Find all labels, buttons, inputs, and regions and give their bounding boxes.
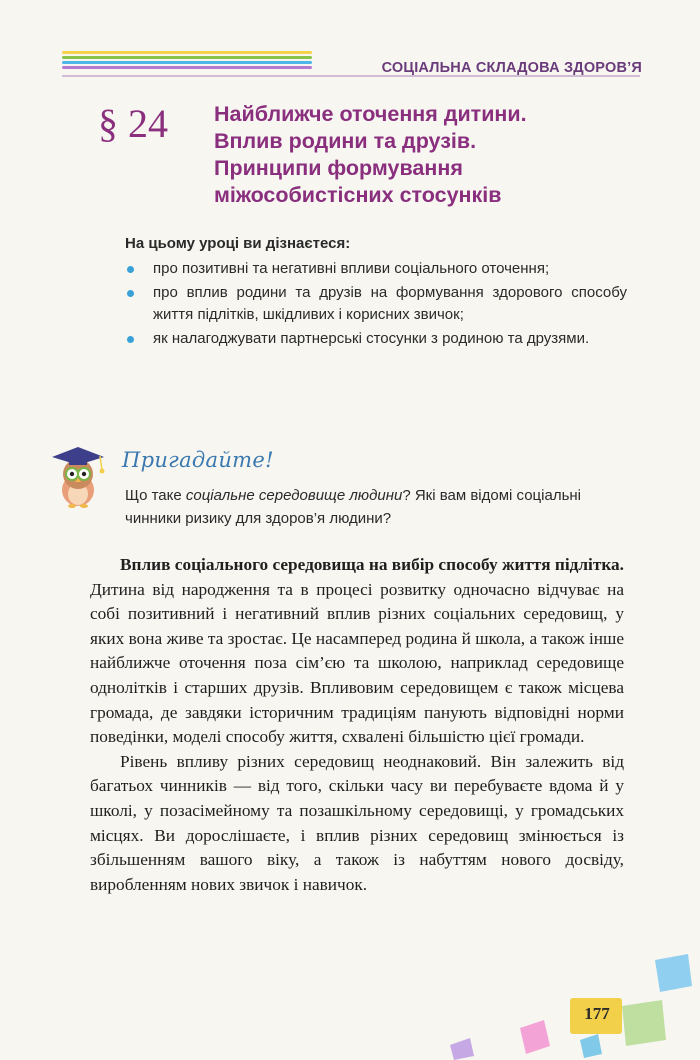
learn-list (125, 258, 627, 352)
list-item (125, 282, 627, 326)
paragraph-1-text: Дитина від народження та в процесі розвитку одночасно відчуває на собі позитивний і негативний вплив різних соціальних середовищ, у яких вона живе та зростає. Це насамперед родина й школа, а також інше найближче оточення поза сім’єю та школою, наприклад середовище однолітків і старших друзів. Впливовим середовищем є також місцева громада, де завдяки історичним традиціям панують відповідні норми поведінки, моделі способу життя, схвалені більшістю цієї громади. (90, 579, 624, 747)
stripe-blue (62, 61, 312, 64)
page-number: 177 (584, 1004, 610, 1023)
paragraph-2: Рівень впливу різних середовищ неоднаковий. Він залежить від багатьох чинників — від того, скільки часу ви перебуваєте вдома й у школі, у позасімейному та позашкільному середовищі, у громадських місцях. Ви дорослішаєте, і вплив різних середовищ змінюється із збільшенням вашого віку, а також із набуттям нового досвіду, виробленням нових звичок і навичок. (90, 751, 624, 894)
list-item (125, 258, 627, 280)
stripe-yellow (62, 51, 312, 54)
list-item-text: про позитивні та негативні впливи соціального оточення; (153, 260, 550, 277)
list-item-text: як налагоджувати партнерські стосунки з родиною та друзями. (153, 330, 590, 347)
remember-question: Що таке соціальне середовище людини? Які вам відомі соціальні чинники ризику для здоров’я людини? (125, 487, 582, 527)
paragraph-1-heading: Вплив соціального середовища на вибір способу життя підлітка. (120, 555, 625, 574)
bullet-icon (127, 290, 134, 297)
stripe-green (62, 56, 312, 59)
remember-title: Пригадайте! (122, 448, 274, 472)
list-item-text: про вплив родини та друзів на формування здорового способу життя підлітків, шкідливих і корисних звичок; (153, 284, 627, 323)
learn-title: На цьому уроці ви дізнаєтеся: (125, 235, 351, 252)
paragraph-1 (90, 553, 624, 750)
title-line: Найближче оточення дитини. (214, 102, 527, 126)
list-item (125, 328, 627, 350)
owl-icon (48, 440, 110, 510)
title-line: Принципи формування (214, 156, 463, 180)
title-line: міжособистісних стосунків (214, 183, 502, 207)
bullet-icon (127, 266, 134, 273)
section-title: СОЦІАЛЬНА СКЛАДОВА ЗДОРОВ’Я (381, 60, 642, 76)
stripe-purple (62, 66, 312, 69)
bullet-icon (127, 336, 134, 343)
paragraph-title (214, 101, 634, 209)
title-line: Вплив родини та друзів. (214, 129, 477, 153)
paragraph-number: § 24 (98, 101, 168, 146)
body-text (90, 553, 624, 897)
header-stripes (62, 51, 312, 75)
